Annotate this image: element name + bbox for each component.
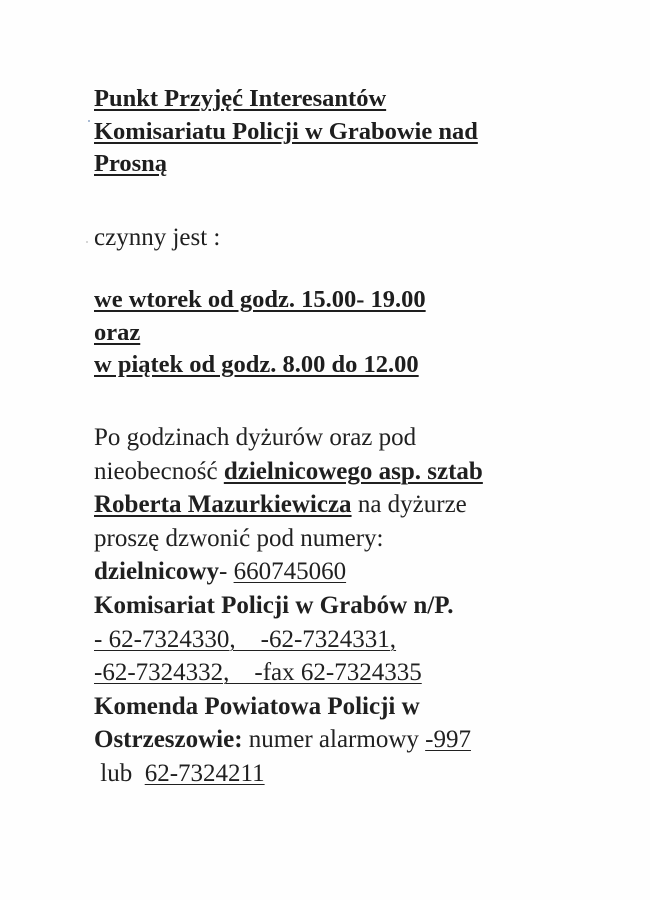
station-phones-2-text: -62-7324332, -fax 62-7324335 xyxy=(94,659,422,687)
scan-speck xyxy=(86,241,88,243)
officer-name: Roberta Mazurkiewicza xyxy=(94,491,352,519)
title-line-3: Prosną xyxy=(94,150,168,177)
hours-conjunction: oraz xyxy=(94,318,141,346)
officer-phone: 660745060 xyxy=(233,558,347,586)
title-line-2: Komisariatu Policji w Grabowie nad xyxy=(94,117,478,145)
body-line-1: Po godzinach dyżurów oraz pod xyxy=(94,424,417,451)
hq-name-line-1: Komenda Powiatowa Policji w xyxy=(94,692,420,720)
scan-speck xyxy=(88,120,90,122)
hq-phone-line xyxy=(94,757,483,791)
document-title xyxy=(94,83,478,181)
body-line-3 xyxy=(94,488,483,522)
body-line-2 xyxy=(94,455,483,489)
contact-info xyxy=(94,421,483,791)
hq-alarm-line xyxy=(94,723,483,757)
alarm-number: -997 xyxy=(425,726,471,754)
body-line-3-suffix: na dyżurze xyxy=(351,491,467,519)
hq-name-line-2: Ostrzeszowie: xyxy=(94,726,243,754)
body-line-4: proszę dzwonić pod numery: xyxy=(94,524,384,552)
hours-friday: w piątek od godz. 8.00 do 12.00 xyxy=(94,351,419,378)
station-phones-2 xyxy=(94,656,483,690)
alarm-label: numer alarmowy xyxy=(242,726,426,754)
officer-rank: dzielnicowego asp. sztab xyxy=(223,457,483,485)
station-name: Komisariat Policji w Grabów n/P. xyxy=(94,591,454,619)
office-hours xyxy=(94,284,426,382)
title-line-1: Punkt Przyjęć Interesantów xyxy=(94,85,387,112)
or-label: lub xyxy=(94,759,145,787)
officer-dash: - xyxy=(219,558,234,586)
intro-text: czynny jest : xyxy=(94,224,221,251)
hq-phone: 62-7324211 xyxy=(144,759,265,787)
officer-contact xyxy=(94,555,483,589)
station-phones-1 xyxy=(94,623,483,657)
officer-label: dzielnicowy xyxy=(94,558,219,586)
body-line-2-prefix: nieobecność xyxy=(94,457,224,485)
station-phones-1-text: - 62-7324330, -62-7324331, xyxy=(94,625,397,653)
hours-tuesday: we wtorek od godz. 15.00- 19.00 xyxy=(94,286,426,313)
